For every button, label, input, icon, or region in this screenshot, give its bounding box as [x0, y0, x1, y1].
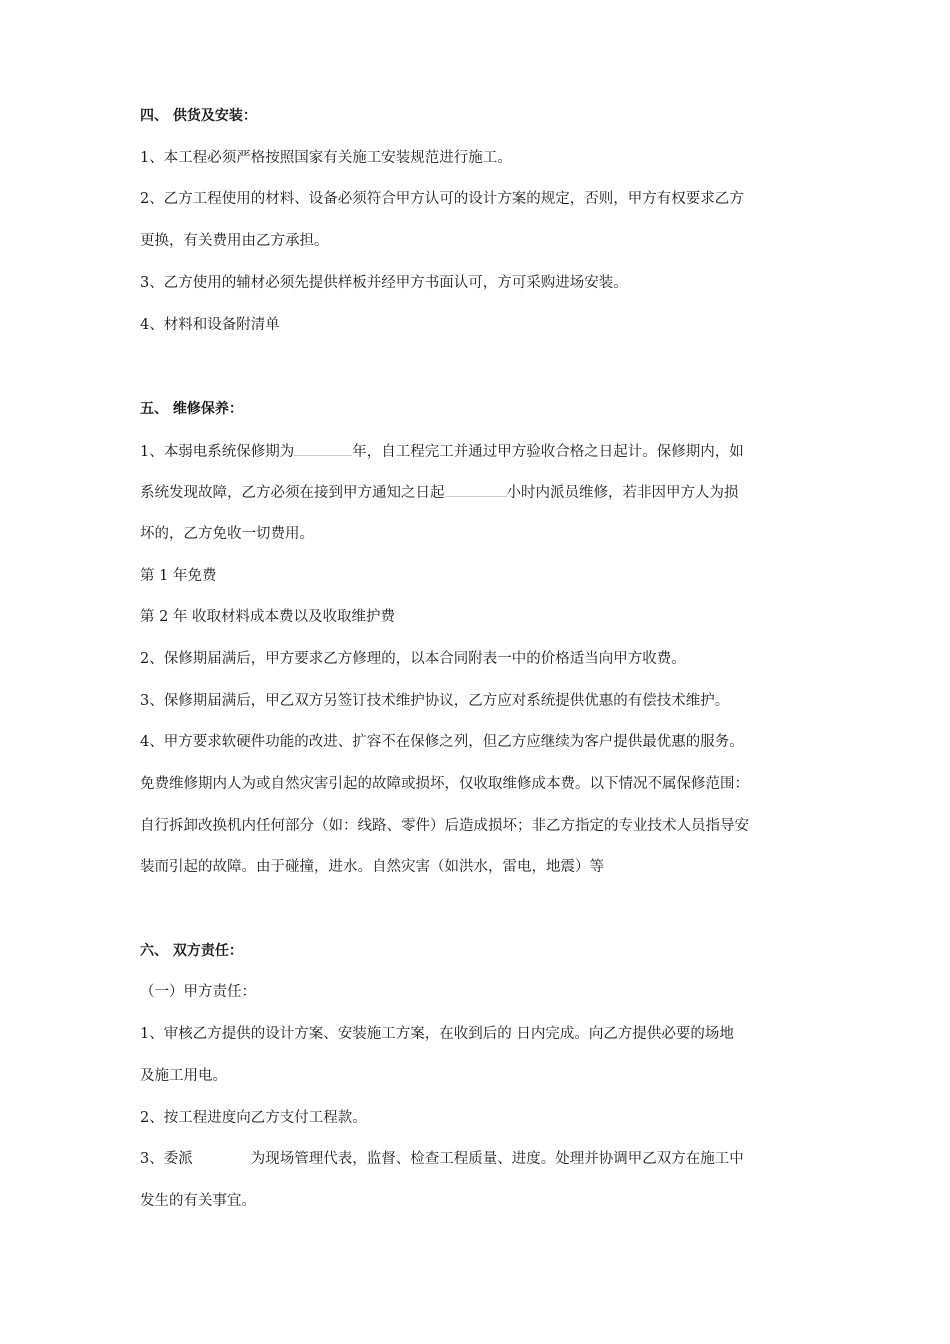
delegate-suffix: 为现场管理代表，监督、检查工程质量、进度。处理并协调甲乙双方在施工中: [250, 1151, 744, 1167]
section-5-line-4: 4、甲方要求软硬件功能的改进、扩容不在保修之列，但乙方应继续为客户提供最优惠的服务。: [140, 734, 744, 750]
section-5-line-5: 免费维修期内人为或自然灾害引起的故障或损坏，仅收取维修成本费。以下情况不属保修范围：: [140, 776, 749, 792]
section-5-line-7: 装而引起的故障。由于碰撞，进水。自然灾害（如洪水，雷电，地震）等: [140, 859, 604, 875]
delegate-prefix: 3、委派: [140, 1151, 193, 1167]
section-4-heading: 四、 供货及安装：: [140, 108, 257, 124]
section-6-line-3: 2、按工程进度向乙方支付工程款。: [140, 1110, 367, 1126]
section-5-item-1-line-1: [140, 441, 744, 462]
section-6-item-3-line-1: [140, 1149, 744, 1169]
section-5-year-2: 第 2 年 收取材料成本费以及收取维护费: [140, 609, 396, 625]
section-6-item-3-line-2: 发生的有关事宜。: [140, 1193, 256, 1209]
section-5-line-3: 3、保修期届满后，甲乙双方另签订技术维护协议，乙方应对系统提供优惠的有偿技术维护。: [140, 693, 730, 709]
response-time-prefix: 系统发现故障，乙方必须在接到甲方通知之日起: [140, 485, 445, 501]
response-hours-blank[interactable]: [445, 482, 507, 497]
section-5-item-1-line-2: [140, 482, 739, 503]
section-5-year-1: 第 1 年免费: [140, 568, 217, 584]
section-4-line-1: 1、本工程必须严格按照国家有关施工安装规范进行施工。: [140, 150, 512, 166]
section-6-line-1: 1、审核乙方提供的设计方案、安装施工方案，在收到后的 日内完成。向乙方提供必要的场地: [140, 1026, 734, 1042]
section-6-line-2: 及施工用电。: [140, 1068, 227, 1084]
section-5-line-6: 自行拆卸改换机内任何部分（如：线路、零件）后造成损坏；非乙方指定的专业技术人员指导安: [140, 818, 749, 834]
warranty-period-prefix: 1、本弱电系统保修期为: [140, 444, 295, 460]
section-5-heading: 五、 维修保养：: [140, 401, 243, 417]
section-4-line-5: 4、材料和设备附清单: [140, 317, 280, 333]
warranty-period-suffix: 年，自工程完工并通过甲方验收合格之日起计。保修期内，如: [352, 444, 744, 460]
section-4-line-3: 更换，有关费用由乙方承担。: [140, 233, 329, 249]
response-time-suffix: 小时内派员维修，若非因甲方人为损: [506, 485, 739, 501]
section-5-item-1-line-3: 坏的，乙方免收一切费用。: [140, 526, 314, 542]
section-4-line-4: 3、乙方使用的辅材必须先提供样板并经甲方书面认可，方可采购进场安装。: [140, 275, 628, 291]
section-4-line-2: 2、乙方工程使用的材料、设备必须符合甲方认可的设计方案的规定，否则，甲方有权要求乙方: [140, 191, 744, 207]
party-a-responsibility-heading: （一）甲方责任：: [140, 984, 256, 1000]
section-6-heading: 六、 双方责任：: [140, 943, 243, 959]
section-5-line-2: 2、保修期届满后，甲方要求乙方修理的，以本合同附表一中的价格适当向甲方收费。: [140, 651, 686, 667]
warranty-years-blank[interactable]: [294, 441, 352, 456]
